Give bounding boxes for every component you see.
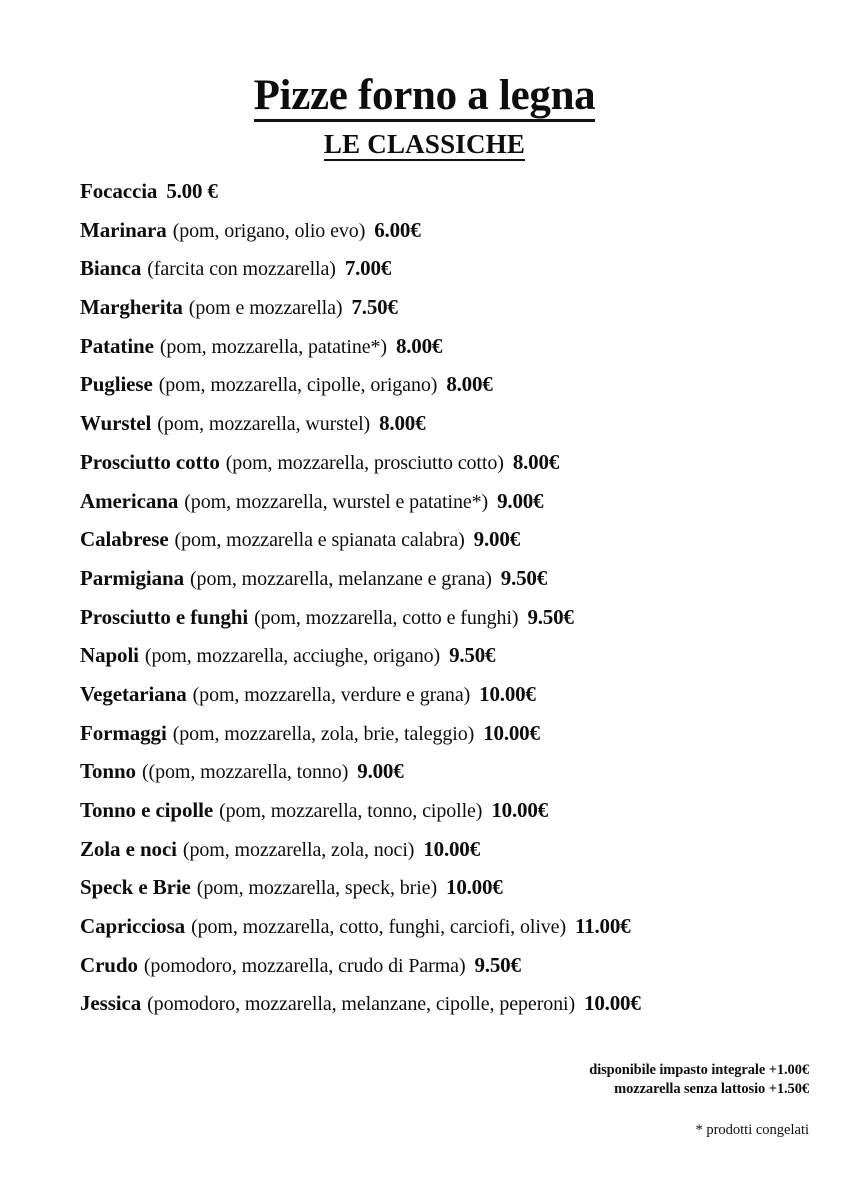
menu-item-name: Margherita (80, 295, 183, 320)
menu-item-price: 8.00€ (379, 411, 426, 436)
menu-item-name: Prosciutto cotto (80, 449, 220, 474)
menu-item (0, 984, 849, 1023)
menu-item-description: (pom, mozzarella, wurstel e patatine*) (184, 490, 489, 513)
menu-item (0, 172, 849, 211)
menu-item (0, 907, 849, 946)
menu-item-name: Tonno (80, 759, 136, 784)
menu-item-description: ((pom, mozzarella, tonno) (141, 761, 349, 784)
footer-notes (589, 1061, 809, 1140)
menu-item-price: 9.00€ (497, 488, 544, 513)
menu-item-price: 9.00€ (473, 527, 520, 552)
menu-item (0, 443, 849, 482)
menu-item (0, 636, 849, 675)
menu-item-name: Vegetariana (80, 681, 187, 706)
menu-item-description: (pom, origano, olio evo) (172, 219, 366, 242)
menu-item (0, 327, 849, 366)
menu-item-price: 10.00€ (446, 875, 503, 900)
menu-item (0, 714, 849, 753)
menu-item-name: Tonno e cipolle (80, 798, 214, 822)
menu-item (0, 830, 849, 869)
menu-item-description: (pom, mozzarella, patatine*) (159, 335, 387, 358)
menu-item-description: (pomodoro, mozzarella, melanzane, cipolle, peperoni) (147, 993, 576, 1016)
menu-item-name: Bianca (80, 256, 142, 281)
menu-item (0, 868, 849, 907)
menu-item-name: Pugliese (80, 372, 153, 397)
menu-item (0, 791, 849, 830)
menu-item-description: (pom, mozzarella, zola, noci) (182, 838, 415, 861)
menu-item (0, 211, 849, 250)
menu-item-price: 10.00€ (491, 798, 548, 822)
page-title: Pizze forno a legna (254, 74, 596, 122)
menu-item (0, 520, 849, 559)
menu-item-description: (pom, mozzarella e spianata calabra) (174, 529, 465, 552)
menu-item-price: 10.00€ (423, 836, 480, 861)
menu-item-description: (pom, mozzarella, wurstel) (157, 413, 371, 436)
menu-item-description: (pom, mozzarella, zola, brie, taleggio) (172, 722, 475, 745)
menu-item-price: 7.00€ (344, 256, 392, 281)
menu-item-name: Speck e Brie (80, 875, 191, 900)
menu-item-price: 9.50€ (527, 604, 574, 629)
menu-item-name: Focaccia (80, 179, 158, 203)
menu-item (0, 404, 849, 443)
menu-item (0, 598, 849, 637)
menu-item-description: (pom, mozzarella, tonno, cipolle) (219, 800, 483, 822)
menu-item (0, 482, 849, 521)
menu-item-name: Napoli (80, 643, 139, 668)
menu-item-name: Crudo (80, 952, 138, 977)
menu-item-price: 8.00€ (512, 449, 560, 474)
menu-item-name: Prosciutto e funghi (80, 604, 249, 629)
menu-item-name: Formaggi (80, 720, 167, 745)
menu-item-price: 6.00€ (374, 217, 421, 242)
menu-item-description: (pom, mozzarella, verdure e grana) (192, 683, 471, 706)
menu-item-list (0, 172, 849, 1023)
menu-item-price: 7.50€ (351, 295, 398, 320)
menu-item-description: (pom, mozzarella, melanzane e grana) (190, 567, 492, 590)
menu-item (0, 946, 849, 985)
menu-item-name: Wurstel (80, 411, 152, 436)
menu-item-description: (pom e mozzarella) (188, 297, 343, 320)
menu-item-price: 9.50€ (474, 952, 521, 977)
menu-item-name: Calabrese (80, 527, 169, 552)
menu-item-name: Parmigiana (80, 565, 184, 590)
menu-item-description: (pom, mozzarella, cipolle, origano) (158, 374, 438, 397)
menu-item (0, 675, 849, 714)
menu-item-price: 5.00 € (166, 179, 218, 203)
menu-section-subtitle: LE CLASSICHE (323, 129, 526, 159)
menu-item-price: 9.50€ (500, 565, 548, 590)
menu-item (0, 365, 849, 404)
note-mozzarella-senza-lattosio: mozzarella senza lattosio +1.50€ (614, 1081, 809, 1098)
menu-item (0, 249, 849, 288)
menu-item (0, 559, 849, 598)
subtitle-wrap (0, 131, 849, 161)
menu-item-price: 10.00€ (483, 720, 540, 745)
menu-item-description: (pom, mozzarella, cotto e funghi) (254, 606, 519, 629)
menu-item-price: 10.00€ (584, 991, 641, 1016)
menu-item-price: 9.00€ (357, 759, 404, 784)
menu-item-price: 8.00€ (446, 372, 493, 397)
note-prodotti-congelati: * prodotti congelati (695, 1121, 809, 1138)
menu-header (0, 0, 849, 161)
menu-item-description: (pom, mozzarella, speck, brie) (196, 877, 438, 900)
menu-item-name: Zola e noci (80, 836, 177, 861)
menu-item-price: 9.50€ (449, 643, 496, 668)
menu-item-description: (pom, mozzarella, prosciutto cotto) (225, 451, 504, 474)
menu-item-name: Capricciosa (80, 914, 186, 939)
menu-item-description: (pomodoro, mozzarella, crudo di Parma) (143, 954, 466, 977)
menu-item-description: (pom, mozzarella, cotto, funghi, carciofi, olive) (191, 916, 567, 939)
menu-item-name: Jessica (80, 991, 142, 1016)
menu-item (0, 752, 849, 791)
menu-item-price: 11.00€ (575, 914, 631, 939)
menu-item-name: Patatine (80, 333, 154, 358)
menu-item (0, 288, 849, 327)
note-impasto-integrale: disponibile impasto integrale +1.00€ (589, 1061, 809, 1078)
menu-item-description: (pom, mozzarella, acciughe, origano) (144, 645, 441, 668)
menu-item-name: Marinara (80, 217, 167, 242)
menu-item-price: 8.00€ (395, 333, 443, 358)
menu-item-description: (farcita con mozzarella) (147, 258, 336, 281)
menu-item-name: Americana (80, 488, 179, 513)
menu-item-price: 10.00€ (479, 681, 536, 706)
